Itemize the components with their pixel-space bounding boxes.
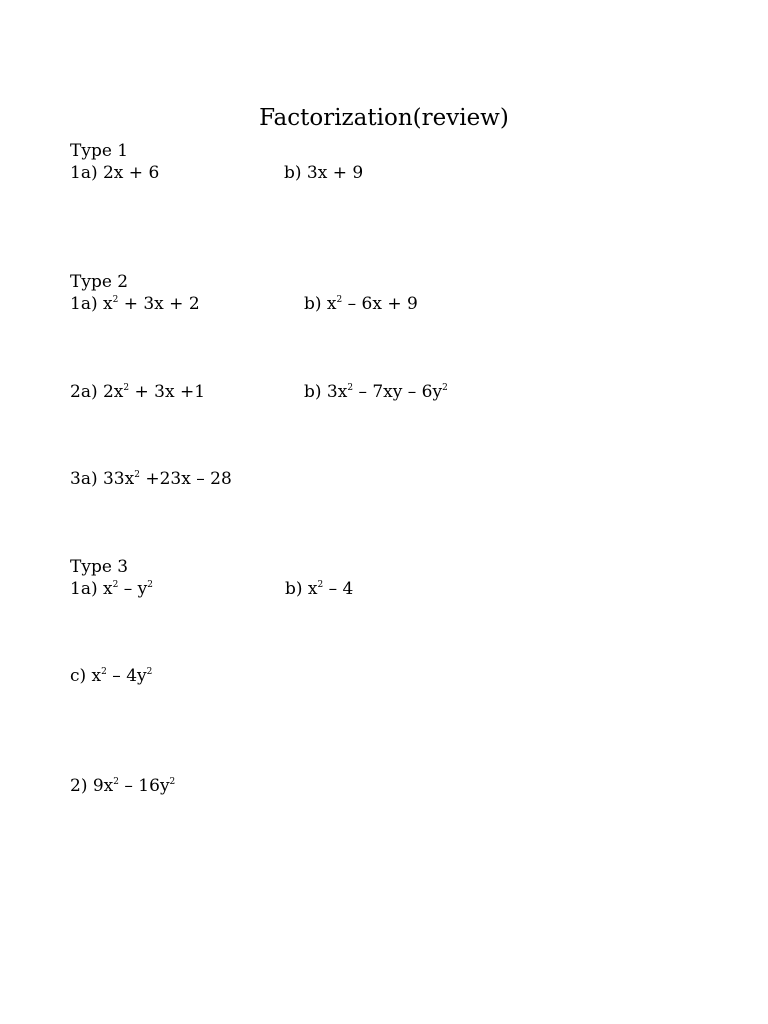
type3-heading: Type 3: [70, 557, 129, 577]
type2-question-3a: 3a) $33x^2 +23x - 28$: [70, 469, 232, 489]
type2-question-2b: b) $3x^2 - 7xy - 6y^2$: [304, 382, 448, 402]
type3-question-1c: c) $x^2 - 4y^2$: [70, 666, 153, 686]
type2-question-1a: 1a) $x^2 + 3x + 2$: [70, 294, 200, 314]
type1-question-1b: b) 3x + 9: [284, 163, 364, 183]
type3-question-1a: 1a) $x^2 - y^2$: [70, 579, 153, 599]
type2-heading: Type 2: [70, 272, 129, 292]
type1-heading: Type 1: [70, 141, 129, 161]
type3-question-2: 2) $9x^2 - 16y^2$: [70, 776, 176, 796]
type2-question-2a: 2a) $2x^2 + 3x +1$: [70, 382, 206, 402]
page-title: Factorization(review): [259, 105, 509, 131]
type2-question-1b: b) $x^2 - 6x + 9$: [304, 294, 418, 314]
type1-question-1a: 1a) 2x + 6: [70, 163, 160, 183]
type3-question-1b: b) $x^2 - 4$: [285, 579, 354, 599]
